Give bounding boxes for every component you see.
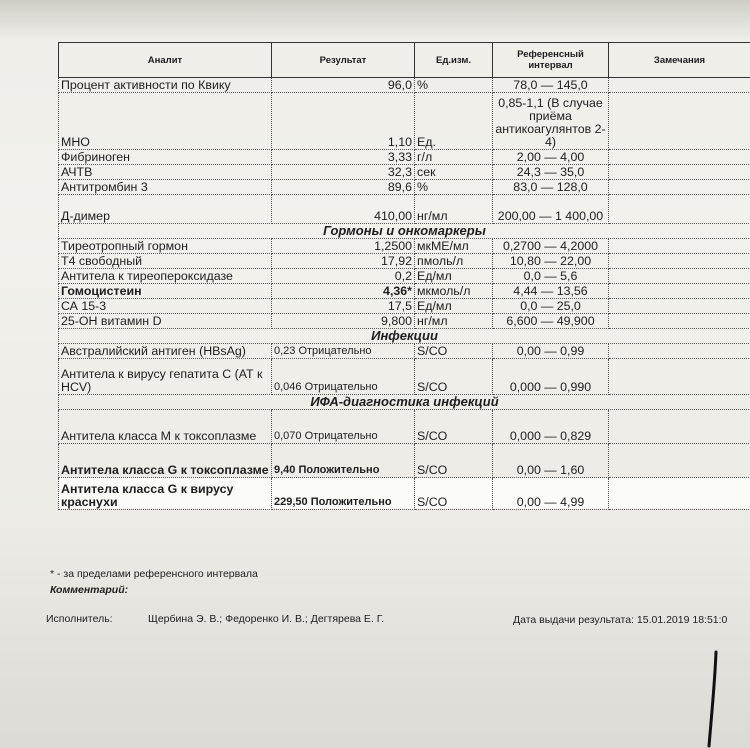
result-cell: 9,40 Положительно bbox=[272, 444, 415, 478]
reference-cell: 10,80 — 22,00 bbox=[493, 254, 609, 269]
remark-cell bbox=[609, 344, 750, 359]
analyte-cell: 25-ОН витамин D bbox=[59, 314, 272, 329]
unit-cell: мкМЕ/мл bbox=[415, 239, 493, 254]
unit-cell: нг/мл bbox=[415, 195, 493, 224]
unit-cell: Ед. bbox=[415, 93, 493, 150]
result-cell: 0,23 Отрицательно bbox=[272, 344, 415, 359]
analyte-cell: Гомоцистеин bbox=[59, 284, 272, 299]
result-cell: 3,33 bbox=[272, 150, 415, 165]
section-title: Гормоны и онкомаркеры bbox=[59, 224, 750, 239]
lab-results-table bbox=[58, 42, 750, 510]
unit-cell: г/л bbox=[415, 150, 493, 165]
header-reference: Референсный интервал bbox=[493, 43, 609, 78]
comment-label: Комментарий: bbox=[50, 584, 129, 596]
result-cell: 96,0 bbox=[272, 78, 415, 93]
page-shadow bbox=[0, 0, 750, 40]
issue-date: Дата выдачи результата: 15.01.2019 18:51:0 bbox=[513, 614, 728, 626]
remark-cell bbox=[609, 239, 750, 254]
result-cell: 17,5 bbox=[272, 299, 415, 314]
table-row bbox=[59, 165, 750, 180]
table-row-out-of-range bbox=[59, 284, 750, 299]
reference-cell: 0,00 — 0,99 bbox=[493, 344, 609, 359]
result-cell: 0,046 Отрицательно bbox=[272, 359, 415, 395]
reference-cell: 0,000 — 0,829 bbox=[493, 410, 609, 444]
analyte-cell: Тиреотропный гормон bbox=[59, 239, 272, 254]
table-row bbox=[59, 180, 750, 195]
table-row bbox=[59, 78, 750, 93]
analyte-cell: Антитела класса G к вирусу краснухи bbox=[59, 478, 272, 510]
remark-cell bbox=[609, 150, 750, 165]
table-header-row bbox=[59, 43, 750, 78]
remark-cell bbox=[609, 180, 750, 195]
unit-cell: Ед/мл bbox=[415, 269, 493, 284]
remark-cell bbox=[609, 269, 750, 284]
header-analyte: Аналит bbox=[59, 43, 272, 78]
remark-cell bbox=[609, 165, 750, 180]
result-cell: 1,10 bbox=[272, 93, 415, 150]
result-cell: 0,2 bbox=[272, 269, 415, 284]
remark-cell bbox=[609, 444, 750, 478]
reference-cell: 0,0 — 25,0 bbox=[493, 299, 609, 314]
unit-cell: S/CO bbox=[415, 478, 493, 510]
unit-cell: S/CO bbox=[415, 344, 493, 359]
reference-cell: 0,00 — 1,60 bbox=[493, 444, 609, 478]
table-row bbox=[59, 254, 750, 269]
table-row-positive bbox=[59, 478, 750, 510]
remark-cell bbox=[609, 93, 750, 150]
section-title: Инфекции bbox=[59, 329, 750, 344]
section-row-infections bbox=[59, 329, 750, 344]
table-row bbox=[59, 195, 750, 224]
reference-cell: 200,00 — 1 400,00 bbox=[493, 195, 609, 224]
analyte-cell: Антитела к вирусу гепатита С (АТ к HCV) bbox=[59, 359, 272, 395]
remark-cell bbox=[609, 254, 750, 269]
reference-cell: 0,000 — 0,990 bbox=[493, 359, 609, 395]
remark-cell bbox=[609, 478, 750, 510]
remark-cell bbox=[609, 299, 750, 314]
header-result: Результат bbox=[272, 43, 415, 78]
reference-cell: 6,600 — 49,900 bbox=[493, 314, 609, 329]
table-row bbox=[59, 410, 750, 444]
reference-cell: 0,00 — 4,99 bbox=[493, 478, 609, 510]
unit-cell: % bbox=[415, 78, 493, 93]
result-cell: 89,6 bbox=[272, 180, 415, 195]
header-unit: Ед.изм. bbox=[415, 43, 493, 78]
unit-cell: нг/мл bbox=[415, 314, 493, 329]
table-row bbox=[59, 239, 750, 254]
remark-cell bbox=[609, 195, 750, 224]
section-row-hormones bbox=[59, 224, 750, 239]
section-title: ИФА-диагностика инфекций bbox=[59, 395, 750, 410]
reference-cell: 24,3 — 35,0 bbox=[493, 165, 609, 180]
analyte-cell: Фибриноген bbox=[59, 150, 272, 165]
reference-cell: 0,0 — 5,6 bbox=[493, 269, 609, 284]
table-row bbox=[59, 344, 750, 359]
analyte-cell: Т4 свободный bbox=[59, 254, 272, 269]
table-row bbox=[59, 269, 750, 284]
pen-stroke-mark bbox=[700, 650, 730, 748]
result-cell: 229,50 Положительно bbox=[272, 478, 415, 510]
result-cell: 17,92 bbox=[272, 254, 415, 269]
reference-cell: 78,0 — 145,0 bbox=[493, 78, 609, 93]
analyte-cell: МНО bbox=[59, 93, 272, 150]
header-remarks: Замечания bbox=[609, 43, 750, 78]
remark-cell bbox=[609, 410, 750, 444]
unit-cell: % bbox=[415, 180, 493, 195]
reference-cell: 2,00 — 4,00 bbox=[493, 150, 609, 165]
remark-cell bbox=[609, 359, 750, 395]
result-cell: 410,00 bbox=[272, 195, 415, 224]
table-row-positive bbox=[59, 444, 750, 478]
table-row bbox=[59, 93, 750, 150]
remark-cell bbox=[609, 314, 750, 329]
unit-cell: пмоль/л bbox=[415, 254, 493, 269]
analyte-cell: Процент активности по Квику bbox=[59, 78, 272, 93]
reference-cell: 0,2700 — 4,2000 bbox=[493, 239, 609, 254]
table-row bbox=[59, 299, 750, 314]
remark-cell bbox=[609, 78, 750, 93]
result-cell: 1,2500 bbox=[272, 239, 415, 254]
result-cell: 4,36* bbox=[272, 284, 415, 299]
analyte-cell: Антитромбин 3 bbox=[59, 180, 272, 195]
result-cell: 32,3 bbox=[272, 165, 415, 180]
reference-cell: 4,44 — 13,56 bbox=[493, 284, 609, 299]
unit-cell: S/CO bbox=[415, 410, 493, 444]
table-row bbox=[59, 150, 750, 165]
remark-cell bbox=[609, 284, 750, 299]
reference-cell: 83,0 — 128,0 bbox=[493, 180, 609, 195]
analyte-cell: АЧТВ bbox=[59, 165, 272, 180]
reference-cell: 0,85-1,1 (В случае приёма антикоагулянтов 2-4) bbox=[493, 93, 609, 150]
unit-cell: сек bbox=[415, 165, 493, 180]
footnote: * - за пределами референсного интервала bbox=[50, 568, 258, 580]
analyte-cell: Антитела класса G к токсоплазме bbox=[59, 444, 272, 478]
result-cell: 9,800 bbox=[272, 314, 415, 329]
section-row-ifa bbox=[59, 395, 750, 410]
analyte-cell: Австралийский антиген (HBsAg) bbox=[59, 344, 272, 359]
analyte-cell: Антитела класса М к токсоплазме bbox=[59, 410, 272, 444]
table-row bbox=[59, 314, 750, 329]
executor-names: Щербина Э. В.; Федоренко И. В.; Дегтярева Е. Г. bbox=[148, 613, 385, 625]
unit-cell: S/CO bbox=[415, 359, 493, 395]
executor-label: Исполнитель: bbox=[46, 613, 113, 625]
unit-cell: Ед/мл bbox=[415, 299, 493, 314]
result-cell: 0,070 Отрицательно bbox=[272, 410, 415, 444]
table-row bbox=[59, 359, 750, 395]
unit-cell: S/CO bbox=[415, 444, 493, 478]
analyte-cell: Д-димер bbox=[59, 195, 272, 224]
analyte-cell: Антитела к тиреопероксидазе bbox=[59, 269, 272, 284]
unit-cell: мкмоль/л bbox=[415, 284, 493, 299]
analyte-cell: СА 15-3 bbox=[59, 299, 272, 314]
